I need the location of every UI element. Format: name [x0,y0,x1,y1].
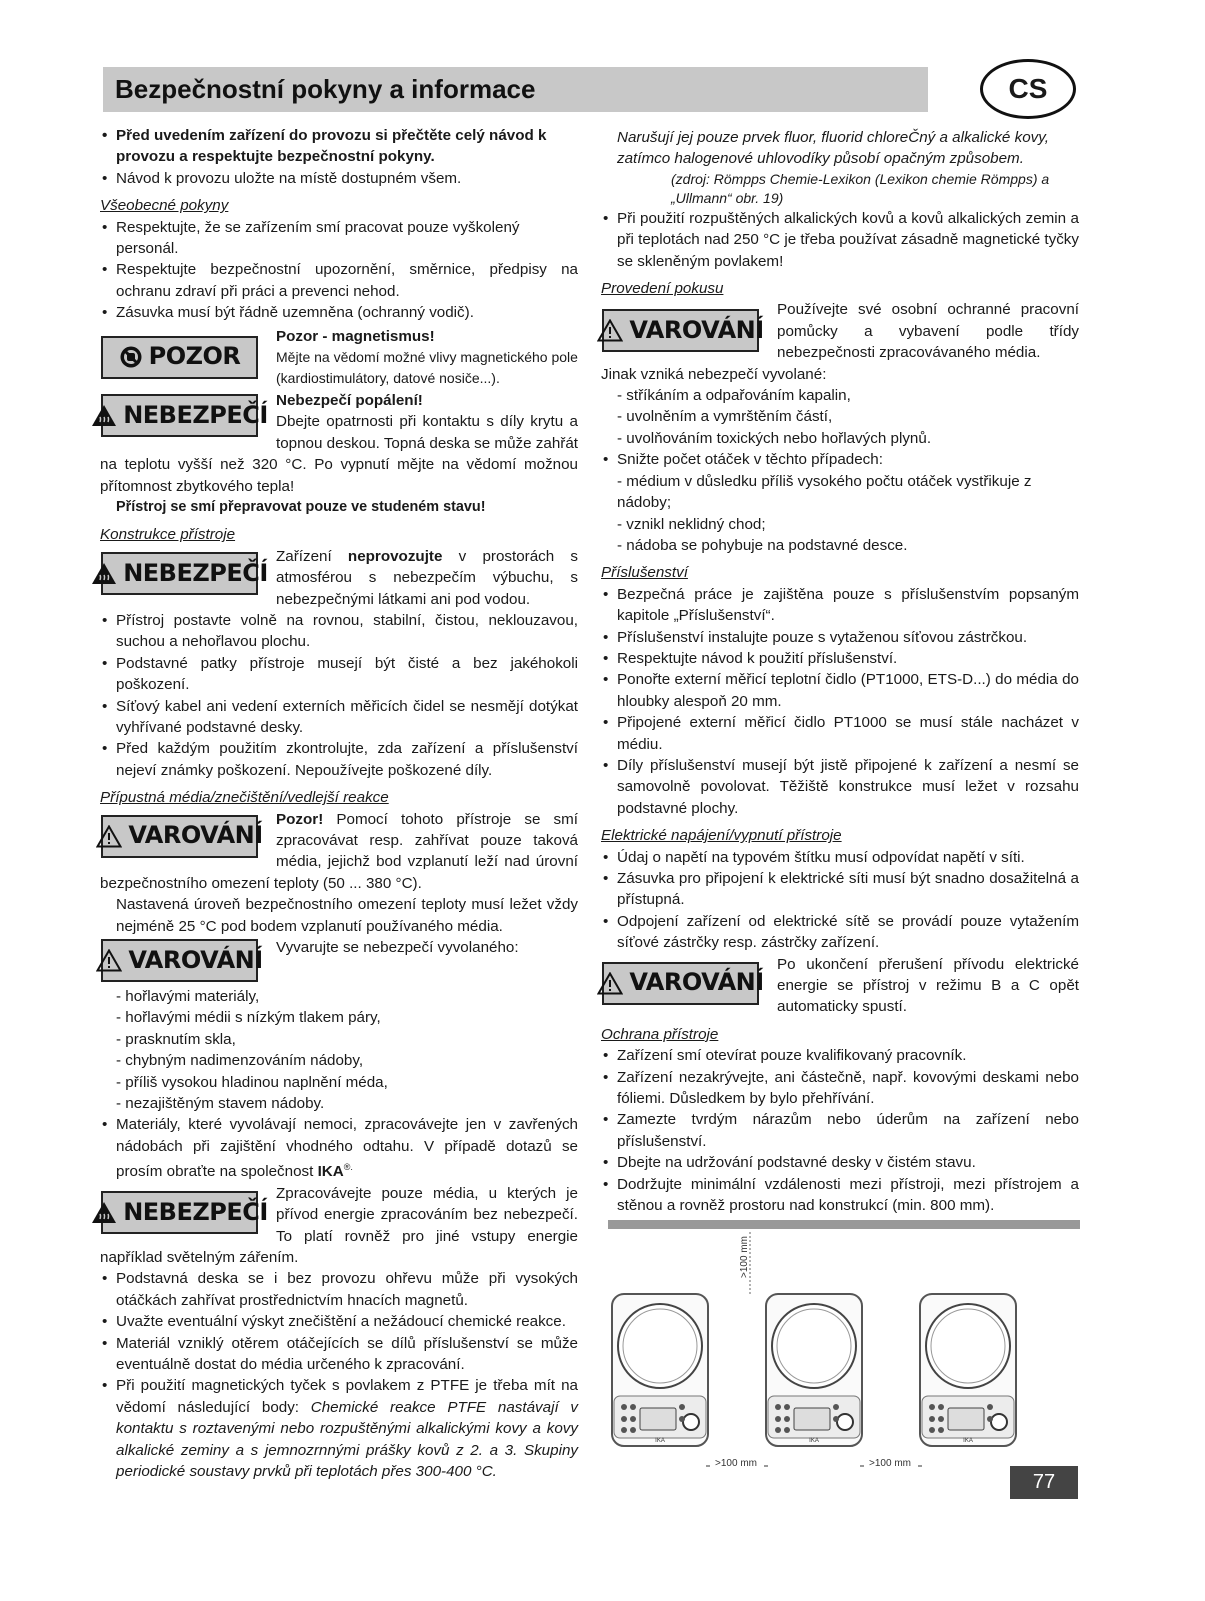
language-badge: CS [980,59,1076,119]
section-heading-experiment: Provedení pokusu [601,280,724,298]
hot-surface-icon [91,1201,117,1224]
explosion-text-post: v prostorách s atmosférou s nebezpečím výbuchu, s nebezpečnými látkami ani pod vodou. [276,547,578,608]
ptfe-text: Při použití magnetických tyček s povlakem z PTFE je třeba mít na vědomí následující body: [116,1377,578,1416]
avoid-item-4: - chybným nadimenzováním nádoby, [116,1052,364,1070]
avoid-item-3: - prasknutím skla, [116,1030,236,1048]
closed-vessels-text: Materiály, které vyvolávají nemoci, zpracovávejte jen v zavřených nádobách při zajištění vhodného odtahu. V případě dotazů se prosím obraťte na společnost [116,1116,578,1181]
hazard-item-3: - uvolňováním toxických nebo hořlavých plynů. [617,429,932,447]
pozor-heading: Pozor - magnetismus! [276,327,435,345]
page-title: Bezpečnostní pokyny a informace [115,74,536,104]
extra-bullet-4 [100,1375,578,1482]
avoid-block [100,937,578,974]
hazard-intro: Jinak vzniká nebezpečí vyvolané: [601,365,827,383]
intro-bullet-2: • Návod k provozu uložte na místě dostupném všem. [100,168,578,189]
page-number: 77 [1010,1466,1078,1499]
speed-bullet: • Snižte počet otáček v těchto případech: [601,449,1079,470]
pozor-label [101,336,258,379]
source-note: (zdroj: Römpps Chemie-Lexikon (Lexikon chemie Römpps) a „Ullmann“ obr. 19) [671,170,1050,206]
accessory-bullet-2: • Příslušenství instalujte pouze s vytaženou síťovou zástrčkou. [601,627,1079,648]
hazard-item-2: - uvolněním a vymrštěním částí, [617,408,833,426]
media-text-bold: Pozor! [276,810,324,828]
section-heading-general: Všeobecné pokyny [100,197,229,215]
pozor-text-body: Mějte na vědomí možné vlivy magnetického pole (kardiostimulátory, datové nosiče...). [276,349,578,387]
section-heading-protection: Ochrana přístroje [601,1025,719,1043]
nebezpeci-label-1 [101,394,268,437]
protection-bullet-1: • Zařízení smí otevírat pouze kvalifikovaný pracovník. [601,1045,1079,1066]
nebezpeci-label-2 [101,552,268,595]
accessory-bullet-4: • Ponořte externí měřicí teplotní čidlo (PT1000, ETS-D...) do média do hloubky alespoň 20 mm. [601,669,1079,712]
nebezpeci-label-3 [101,1191,268,1234]
nebezpeci-text-2: NEBEZPEČÍ [123,558,268,587]
explosion-text-pre: Zařízení [276,547,348,565]
hotplate-middle [766,1294,862,1446]
dim-gap1-label: >100 mm [715,1458,757,1469]
varovani-label-4 [602,962,764,1005]
media-text-2: Nastavená úroveň bezpečnostního omezení teploty musí ležet vždy nejméně 25 °C pod bodem vzplanutí používaného média. [116,896,578,935]
power-bullet-3: • Odpojení zařízení od elektrické sítě se provádí pouze vytažením síťové zástrčky resp. zástrčky zařízení. [601,911,1079,954]
varovani-label-3 [602,309,764,352]
section-heading-accessories: Příslušenství [601,564,688,582]
avoid-item-1: - hořlavými materiály, [116,988,260,1006]
section-heading-media: Přípustná média/znečištění/vedlejší reakce [100,789,389,807]
power-bullet-2: • Zásuvka pro připojení k elektrické síti musí být snadno dosažitelná a přístupná. [601,868,1079,911]
general-bullet-3: • Zásuvka musí být řádně uzemněna (ochranný vodič). [100,302,578,323]
ppe-text: Používejte své osobní ochranné pracovní pomůcky a vybavení podle třídy nebezpečnosti zpracovávaného média. [777,301,1079,362]
accessory-bullet-6: • Díly příslušenství musejí být jistě připojené k zařízení a nesmí se samovolně povolovat. Těžiště konstrukce musí ležet v rozsahu podstavné plochy. [601,755,1079,819]
construction-bullet-3: • Síťový kabel ani vedení externích měřicích čidel se nesmějí dotýkat vyhřívané podstavné desky. [100,696,578,739]
dim-gap2-label: >100 mm [869,1458,911,1469]
pozor-block [100,326,578,390]
protection-bullet-2: • Zařízení nezakrývejte, ani částečně, např. kovovými deskami nebo fóliemi. Důsledkem by bylo přehřívání. [601,1067,1079,1110]
general-bullet-1: • Respektujte, že se zařízením smí pracovat pouze vyškolený personál. [100,217,578,260]
extra-bullet-1: • Podstavná deska se i bez provozu ohřevu může při vysokých otáčkách zahřívat prostřednictvím hnacích magnetů. [100,1268,578,1311]
protection-bullet-4: • Dbejte na udržování podstavné desky v čistém stavu. [601,1152,1079,1173]
avoid-item-5: - příliš vysokou hladinou naplnění méda, [116,1073,388,1091]
varovani-text-4: VAROVÁNÍ [629,968,764,997]
pozor-text: POZOR [148,342,241,371]
general-bullet-2: • Respektujte bezpečnostní upozornění, směrnice, předpisy na ochranu zdraví při práci a prevenci nehod. [100,259,578,302]
ptfe-text-italic: Chemické reakce PTFE nastávají v kontaktu s roztavenými nebo rozpuštěnými alkalickými kovy a kovy alkalické zeminy a s jemnozrnnými prášky kovů z 2. a 3. Skupiny periodické soustavy prvků při teplotách přes 300-400 °C. [116,1398,578,1481]
section-heading-construction: Konstrukce přístroje [100,526,236,544]
hot-transport-note: Přístroj se smí přepravovat pouze ve studeném stavu! [116,498,486,515]
hot-text: Dbejte opatrnosti při kontaktu s díly krytu a topnou deskou. Topná deska se může zahřát na teplotu vyšší než 320 °C. Po vypnutí mějte na vědomí možnou přítomnost zbytkového tepla! [100,413,578,495]
dim-top-label: >100 mm [739,1236,750,1278]
speed-item-1: - médium v důsledku příliš vysokého počtu otáček vystřikuje z nádoby; [617,472,1032,512]
hot-surface-icon [91,562,117,585]
media-text-body: Pomocí tohoto přístroje se smí zpracovávat resp. zahřívat pouze taková média, jejichž bod vzplanutí leží nad úrovní bezpečnostního omezení teploty (50 ... 380 °C). [100,810,578,892]
nebezpeci-text-3: NEBEZPEČÍ [123,1197,268,1226]
varovani-text-2: VAROVÁNÍ [128,945,263,974]
extra-bullet-3: • Materiál vzniklý otěrem otáčejících se dílů příslušenství se může eventuálně dostat do média určeného k zpracování. [100,1333,578,1376]
construction-bullet-4: • Před každým použitím zkontrolujte, zda zařízení a příslušenství nejeví známky poškození. Nepoužívejte poškozené díly. [100,738,578,781]
brand-label-middle: IKA [809,1438,819,1444]
section-heading-power: Elektrické napájení/vypnutí přístroje [601,827,842,845]
avoid-text: Vyvarujte se nebezpečí vyvolaného: [276,939,519,957]
right-column [601,127,1079,1217]
construction-bullet-2: • Podstavné patky přístroje musejí být čisté a bez jakéhokoli poškození. [100,653,578,696]
hotplate-right [920,1294,1016,1446]
nebezpeci-text-1: NEBEZPEČÍ [123,400,268,429]
media-warning-block [100,809,578,937]
warning-triangle-icon [597,972,623,995]
media-bullet-closed-vessels [100,1114,578,1182]
energy-text: Zpracovávejte pouze média, u kterých je přívod energie zpracováním bez nebezpečí. To platí rovněž pro jiné vstupy energie například světelným zářením. [100,1184,578,1266]
energy-block [100,1183,578,1269]
accessory-bullet-5: • Připojené externí měřicí čidlo PT1000 se musí stále nacházet v médiu. [601,712,1079,755]
varovani-text-1: VAROVÁNÍ [128,821,263,850]
ppe-block [601,299,1079,363]
accessory-bullet-3: • Respektujte návod k použití příslušenství. [601,648,1079,669]
extra-bullet-2: • Uvažte eventuální výskyt znečištění a nežádoucí chemické reakce. [100,1311,578,1332]
hotplate-left [612,1294,708,1446]
spacing-diagram [600,1218,1080,1483]
varovani-label-1 [101,815,263,858]
registered-mark: ®. [343,1162,353,1173]
restart-text: Po ukončení přerušení přívodu elektrické energie se přístroj v režimu B a C opět automaticky spustí. [777,955,1079,1016]
brand-label-left: IKA [655,1438,665,1444]
warning-triangle-icon [96,949,122,972]
explosion-block [100,546,578,610]
ika-brand: IKA [317,1163,344,1181]
hot-surface-icon [91,404,117,427]
warning-triangle-icon [96,825,122,848]
spacing-diagram-svg [600,1218,1080,1483]
accessory-bullet-1: • Bezpečná práce je zajištěna pouze s příslušenstvím popsaným kapitole „Příslušenství“. [601,584,1079,627]
restart-block [601,954,1079,1018]
warning-triangle-icon [597,319,623,342]
explosion-text-bold: neprovozujte [347,547,443,565]
hot-heading: Nebezpečí popálení! [276,391,423,409]
speed-item-3: - nádoba se pohybuje na podstavné desce. [617,536,908,554]
hazard-item-1: - stříkáním a odpařováním kapalin, [617,387,851,405]
overhead-shelf [608,1220,1080,1229]
varovani-text-3: VAROVÁNÍ [629,316,764,345]
intro-bullet-1: • Před uvedením zařízení do provozu si přečtěte celý návod k provozu a respektujte bezpečnostní pokyny. [100,125,578,168]
speed-item-2: - vznikl neklidný chod; [617,515,766,533]
power-bullet-1: • Údaj o napětí na typovém štítku musí odpovídat napětí v síti. [601,847,1079,868]
protection-bullet-5: • Dodržujte minimální vzdálenosti mezi přístroji, mezi přístrojem a stěnou a rovněž prostoru nad konstrukcí (min. 800 mm). [601,1174,1079,1217]
brand-label-right: IKA [963,1438,973,1444]
hot-block [100,390,578,518]
construction-bullet-1: • Přístroj postavte volně na rovnou, stabilní, čistou, neklouzavou, suchou a nehořlavou plochu. [100,610,578,653]
avoid-item-6: - nezajištěným stavem nádoby. [116,1095,325,1113]
alkali-bullet: • Při použití rozpuštěných alkalických kovů a kovů alkalických zemin a při teplotách nad 250 °C je třeba používat zásadně magnetické tyčky se skleněným povlakem! [601,208,1079,272]
title-bar [103,67,928,112]
left-column [100,125,578,1482]
fluor-note: Narušují jej pouze prvek fluor, fluorid chloreČný a alkalické kovy, zatímco halogenové uhlovodíky působí opačným způsobem. [617,129,1049,168]
no-pacemaker-icon [119,345,143,369]
avoid-item-2: - hořlavými médii s nízkým tlakem páry, [116,1009,381,1027]
protection-bullet-3: • Zamezte tvrdým nárazům nebo úderům na zařízení nebo příslušenství. [601,1109,1079,1152]
varovani-label-2 [101,939,263,982]
